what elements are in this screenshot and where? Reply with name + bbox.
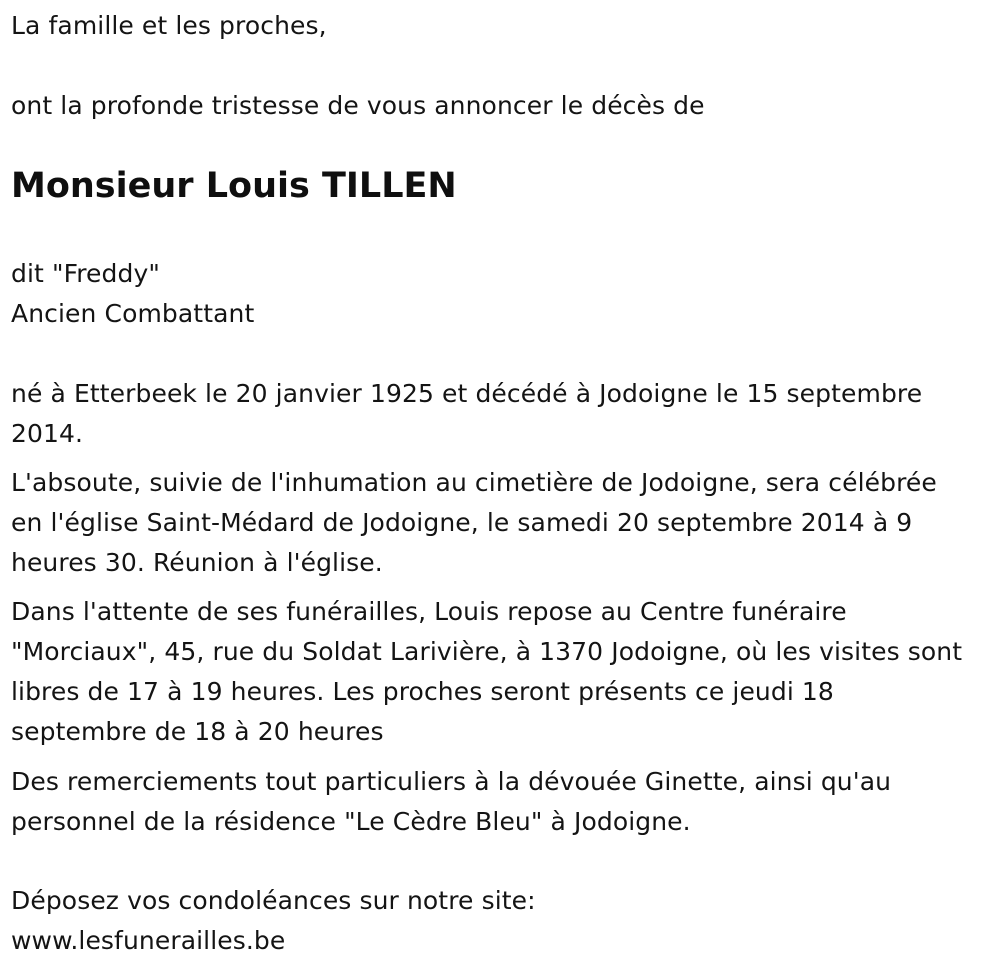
ceremony-line-3: heures 30. Réunion à l'église. <box>11 548 383 577</box>
visitation-line-3: libres de 17 à 19 heures. Les proches seront présents ce jeudi 18 <box>11 677 834 706</box>
deceased-name: Monsieur Louis TILLEN <box>11 166 457 206</box>
nickname-text: dit "Freddy" <box>11 259 160 288</box>
ceremony-line-1: L'absoute, suivie de l'inhumation au cimetière de Jodoigne, sera célébrée <box>11 468 937 497</box>
visitation-line-2: "Morciaux", 45, rue du Soldat Larivière, à 1370 Jodoigne, où les visites sont <box>11 637 963 666</box>
thanks-line-2: personnel de la résidence "Le Cèdre Bleu" à Jodoigne. <box>11 807 691 836</box>
title-text: Ancien Combattant <box>11 299 255 328</box>
birth-death-line-1: né à Etterbeek le 20 janvier 1925 et décédé à Jodoigne le 15 septembre <box>11 379 923 408</box>
website-link[interactable]: www.lesfunerailles.be <box>11 926 286 955</box>
visitation-line-1: Dans l'attente de ses funérailles, Louis repose au Centre funéraire <box>11 597 847 626</box>
condolences-text: Déposez vos condoléances sur notre site: <box>11 886 536 915</box>
intro-text: La famille et les proches, <box>11 11 327 40</box>
visitation-line-4: septembre de 18 à 20 heures <box>11 717 384 746</box>
thanks-line-1: Des remerciements tout particuliers à la dévouée Ginette, ainsi qu'au <box>11 767 892 796</box>
announcement-text: ont la profonde tristesse de vous annoncer le décès de <box>11 91 705 120</box>
birth-death-line-2: 2014. <box>11 419 84 448</box>
ceremony-line-2: en l'église Saint-Médard de Jodoigne, le samedi 20 septembre 2014 à 9 <box>11 508 913 537</box>
